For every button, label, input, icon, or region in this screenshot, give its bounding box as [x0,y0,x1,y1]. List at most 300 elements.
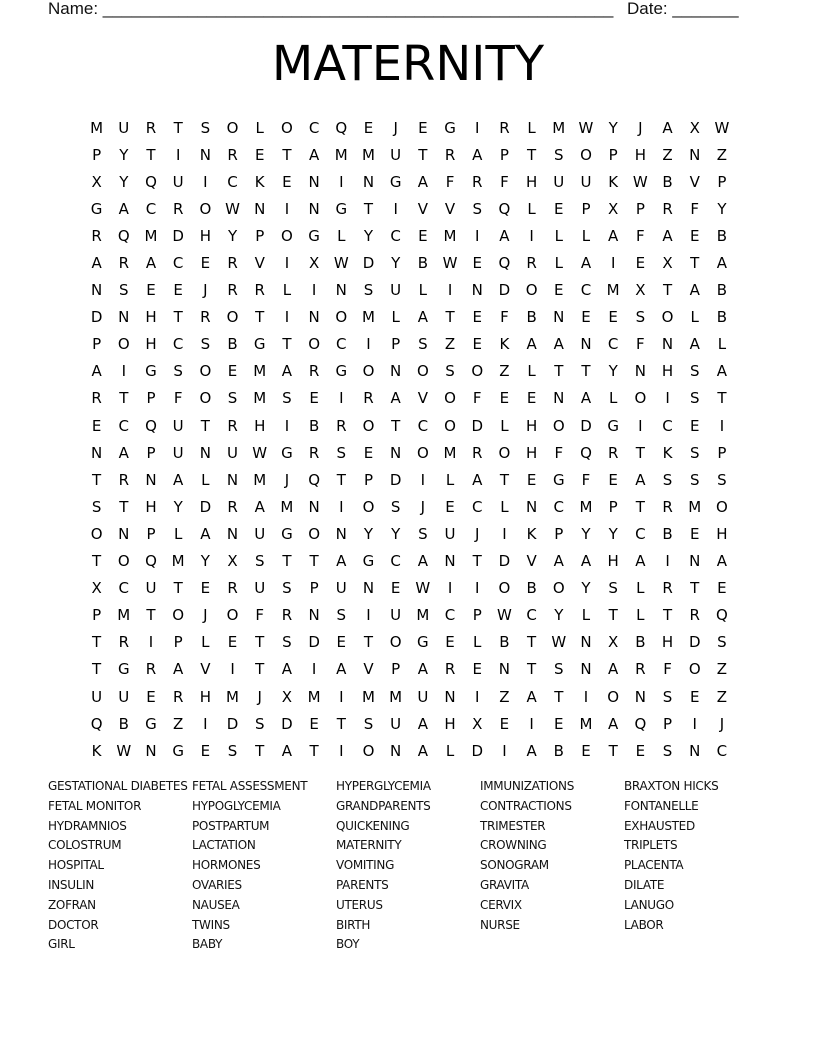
grid-letter: A [417,714,428,733]
grid-letter: C [417,416,429,435]
grid-letter: X [662,254,673,273]
grid-letter: I [529,714,534,733]
word-list [48,777,768,955]
grid-letter: W [578,118,594,137]
grid-letter: T [173,579,183,598]
grid-letter: D [471,741,483,760]
grid-letter: T [527,633,537,652]
grid-letter: I [475,579,480,598]
grid-letter: V [526,552,537,571]
grid-letter: N [145,470,157,489]
grid-letter: G [90,199,103,218]
grid-letter: Y [581,579,591,598]
grid-letter: L [636,579,645,598]
grid-letter: H [661,633,674,652]
grid-letter: S [689,470,700,489]
grid-letter: D [172,226,184,245]
grid-letter: E [146,281,156,300]
word-list-item: FETAL ASSESSMENT [192,779,308,793]
grid-letter: R [607,443,619,462]
grid-letter: U [227,443,239,462]
grid-letter: A [716,362,728,381]
grid-letter: N [335,524,347,543]
grid-letter: A [91,362,102,381]
grid-letter: L [391,308,400,327]
grid-letter: X [91,579,102,598]
word-list-item: GIRL [48,937,75,952]
grid-letter: A [580,552,592,571]
grid-letter: H [525,443,538,462]
grid-letter: M [171,552,185,571]
grid-letter: D [362,254,375,273]
word-list-item: SONOGRAM [480,858,549,873]
grid-letter: U [172,172,184,191]
grid-letter: H [716,524,728,543]
grid-letter: E [282,172,292,191]
grid-letter: I [665,389,670,408]
grid-letter: E [717,579,727,598]
grid-letter: P [717,443,727,462]
grid-letter: I [284,416,290,435]
grid-letter: P [472,606,482,625]
grid-letter: L [717,335,727,354]
grid-letter: E [554,714,564,733]
grid-letter: W [415,579,431,598]
grid-letter: P [499,145,509,164]
grid-letter: I [475,687,480,706]
grid-letter: L [337,226,346,245]
grid-letter: O [525,281,538,300]
grid-letter: B [716,281,728,300]
grid-letter: A [608,714,619,733]
grid-letter: A [526,741,537,760]
grid-letter: B [308,416,320,435]
grid-letter: N [390,741,402,760]
grid-letter: T [554,362,564,381]
grid-letter: I [502,741,507,760]
grid-letter: B [417,254,428,273]
word-list-item: FETAL MONITOR [48,798,142,813]
grid-letter: D [580,416,592,435]
grid-letter: W [551,633,567,652]
letter-grid [83,114,743,764]
grid-letter: D [471,416,483,435]
grid-row [83,331,743,358]
grid-letter: M [253,470,267,489]
grid-letter: U [553,172,565,191]
grid-letter: Q [145,172,157,191]
grid-letter: S [227,389,238,408]
grid-letter: J [719,714,725,733]
grid-letter: Q [145,416,157,435]
grid-letter: C [227,172,238,191]
grid-letter: X [227,552,238,571]
grid-letter: Y [391,254,401,273]
grid-letter: R [662,579,673,598]
grid-letter: R [227,497,238,516]
grid-letter: W [252,443,268,462]
grid-letter: T [146,145,156,164]
word-list-item: HYDRAMNIOS [48,818,127,833]
grid-letter: R [336,416,347,435]
grid-letter: Z [499,687,510,706]
grid-letter: I [284,199,290,218]
grid-letter: O [444,416,456,435]
grid-letter: R [172,687,184,706]
grid-letter: S [363,281,374,300]
grid-letter: R [689,606,700,625]
grid-letter: R [308,443,320,462]
grid-letter: L [173,524,183,543]
grid-letter: A [716,552,728,571]
grid-letter: H [199,687,211,706]
grid-letter: P [92,335,102,354]
grid-letter: S [336,443,347,462]
grid-letter: H [444,714,456,733]
grid-letter: K [499,335,510,354]
grid-letter: K [608,172,619,191]
word-list-item: CONTRACTIONS [480,798,572,813]
grid-letter: M [389,687,403,706]
grid-letter: L [608,389,618,408]
grid-letter: A [145,254,157,273]
grid-letter: T [336,714,346,733]
grid-letter: J [203,606,208,625]
grid-letter: C [145,199,157,218]
grid-letter: N [580,660,592,679]
grid-letter: H [607,552,619,571]
grid-letter: A [553,335,564,354]
grid-letter: E [526,470,537,489]
grid-letter: T [255,741,265,760]
grid-letter: N [335,281,347,300]
grid-letter: O [416,443,429,462]
grid-letter: S [282,389,292,408]
grid-letter: K [254,172,265,191]
grid-letter: F [690,199,700,218]
grid-letter: R [363,389,374,408]
grid-letter: E [336,633,347,652]
grid-letter: O [498,443,511,462]
grid-letter: I [339,389,344,408]
grid-letter: U [390,606,402,625]
grid-letter: B [499,633,510,652]
grid-letter: W [632,172,648,191]
word-list-item: LACTATION [192,838,256,853]
grid-letter: T [255,660,265,679]
grid-letter: E [227,362,238,381]
grid-letter: B [716,226,728,245]
grid-letter: W [442,254,458,273]
grid-letter: O [498,579,511,598]
word-list-item: OVARIES [192,877,242,892]
grid-letter: T [309,552,319,571]
grid-letter: R [635,660,646,679]
grid-letter: F [255,606,265,625]
grid-letter: I [393,199,398,218]
grid-letter: N [471,281,483,300]
word-list-item: DOCTOR [48,917,99,932]
grid-letter: G [281,443,293,462]
grid-row [83,629,743,656]
grid-letter: N [444,552,456,571]
grid-letter: Y [173,497,183,516]
grid-row [83,141,743,168]
grid-letter: S [662,741,673,760]
grid-letter: I [502,524,507,543]
grid-letter: H [254,416,266,435]
grid-letter: F [554,443,564,462]
grid-letter: A [200,524,211,543]
grid-letter: T [581,362,591,381]
grid-letter: E [472,308,482,327]
grid-letter: Q [634,714,647,733]
grid-letter: W [496,606,512,625]
grid-letter: I [284,254,290,273]
grid-letter: T [608,741,618,760]
grid-letter: L [445,741,455,760]
grid-letter: S [662,687,673,706]
word-list-item: DILATE [624,877,665,892]
grid-letter: N [308,606,320,625]
grid-letter: M [443,443,457,462]
grid-letter: M [253,389,267,408]
grid-letter: R [499,118,510,137]
grid-letter: L [554,226,563,245]
grid-letter: A [635,552,646,571]
grid-letter: T [92,552,102,571]
grid-letter: K [662,443,673,462]
page-title: MATERNITY [271,36,545,92]
grid-letter: L [255,118,264,137]
grid-letter: O [90,524,103,543]
grid-letter: D [498,552,511,571]
grid-letter: S [445,362,455,381]
word-list-item: FONTANELLE [624,798,699,813]
grid-letter: U [118,687,130,706]
grid-letter: R [227,416,238,435]
grid-letter: N [689,741,701,760]
grid-letter: B [662,524,673,543]
grid-letter: I [203,714,208,733]
grid-letter: N [308,199,320,218]
grid-letter: E [635,254,646,273]
grid-letter: N [498,660,511,679]
grid-letter: T [445,308,455,327]
grid-letter: S [635,308,646,327]
grid-letter: N [444,687,456,706]
grid-letter: P [92,606,102,625]
grid-letter: G [417,633,429,652]
name-date-header [48,0,748,22]
grid-letter: A [118,199,129,218]
grid-letter: X [91,172,102,191]
grid-letter: T [282,552,292,571]
grid-letter: A [553,552,564,571]
grid-row [83,683,743,710]
grid-letter: Q [580,443,592,462]
word-list-item: PLACENTA [624,858,684,873]
grid-letter: I [366,606,371,625]
grid-letter: U [417,687,429,706]
grid-row [83,277,743,304]
word-list-item: MATERNITY [336,838,402,853]
grid-letter: N [308,308,320,327]
grid-letter: I [447,579,453,598]
grid-letter: P [146,443,156,462]
grid-letter: T [119,497,129,516]
grid-letter: O [281,226,293,245]
grid-letter: X [308,254,320,273]
grid-letter: T [282,145,292,164]
grid-letter: U [118,118,130,137]
grid-letter: T [690,579,700,598]
grid-letter: E [581,308,591,327]
grid-letter: W [714,118,730,137]
grid-letter: T [717,389,727,408]
word-list-item: BRAXTON HICKS [624,779,719,793]
grid-letter: L [527,199,536,218]
grid-letter: N [525,497,538,516]
grid-letter: L [500,497,509,516]
word-column [192,777,336,955]
grid-letter: E [390,579,401,598]
name-field[interactable]: Name: ______________________________________________________ [48,0,614,18]
grid-letter: O [362,741,375,760]
grid-letter: G [335,199,348,218]
grid-letter: N [661,335,674,354]
grid-letter: O [199,199,212,218]
grid-letter: U [444,524,456,543]
grid-letter: O [580,145,592,164]
grid-letter: D [688,633,701,652]
grid-letter: E [635,741,646,760]
grid-letter: P [635,199,645,218]
grid-letter: J [203,281,208,300]
grid-letter: U [145,579,157,598]
grid-letter: G [444,118,456,137]
grid-letter: E [499,714,510,733]
grid-letter: T [336,470,346,489]
grid-letter: G [308,226,320,245]
grid-letter: S [554,145,564,164]
grid-letter: A [417,741,428,760]
grid-row [83,656,743,683]
grid-letter: E [418,118,428,137]
grid-letter: A [635,470,646,489]
grid-letter: A [91,254,102,273]
grid-letter: R [91,389,102,408]
grid-letter: R [281,606,293,625]
date-field[interactable]: Date: _______ [627,0,739,18]
grid-letter: F [500,308,509,327]
grid-letter: O [281,118,293,137]
word-list-item: ZOFRAN [48,897,96,912]
grid-letter: M [226,687,239,706]
grid-letter: R [145,118,157,137]
grid-letter: Y [391,524,401,543]
grid-letter: N [254,199,266,218]
grid-letter: Z [444,335,456,354]
grid-letter: T [92,660,102,679]
grid-letter: M [280,497,294,516]
grid-letter: T [119,389,129,408]
grid-letter: A [336,660,347,679]
grid-letter: Z [499,362,510,381]
grid-letter: S [689,389,700,408]
grid-letter: T [418,145,428,164]
grid-letter: T [608,606,618,625]
grid-letter: V [417,389,428,408]
grid-letter: E [200,579,211,598]
word-list-item: INSULIN [48,877,95,892]
word-list-item: HYPERGLYCEMIA [336,779,431,793]
grid-letter: S [91,497,102,516]
word-list-item: NAUSEA [192,897,240,912]
grid-letter: A [308,145,320,164]
grid-row [83,195,743,222]
grid-letter: I [447,281,453,300]
grid-letter: Y [554,606,564,625]
grid-letter: A [472,145,483,164]
grid-letter: A [336,552,347,571]
grid-letter: A [608,226,619,245]
grid-letter: Q [335,118,348,137]
grid-letter: M [579,714,593,733]
grid-letter: R [444,145,456,164]
grid-letter: M [334,145,348,164]
grid-letter: C [471,497,483,516]
word-list-item: LABOR [624,917,664,932]
grid-letter: E [363,118,374,137]
grid-row [83,168,743,195]
word-list-item: IMMUNIZATIONS [480,779,575,793]
grid-letter: M [307,687,321,706]
grid-letter: G [172,741,184,760]
grid-letter: I [665,552,670,571]
grid-letter: T [92,470,102,489]
grid-letter: T [391,416,401,435]
grid-letter: M [688,497,702,516]
grid-letter: C [118,579,130,598]
grid-letter: A [417,308,428,327]
grid-letter: O [117,335,130,354]
word-list-item: TRIMESTER [480,818,546,833]
grid-row [83,602,743,629]
grid-letter: P [391,335,401,354]
grid-letter: I [529,226,534,245]
grid-letter: Q [498,254,511,273]
grid-letter: I [583,687,589,706]
grid-letter: Q [145,552,157,571]
grid-letter: I [339,741,344,760]
word-list-item: GESTATIONAL DIABETES [48,779,188,793]
grid-letter: G [335,362,348,381]
grid-letter: J [257,687,262,706]
grid-letter: Z [716,660,728,679]
grid-letter: G [552,470,565,489]
grid-letter: S [662,470,673,489]
grid-letter: N [226,524,239,543]
grid-letter: N [390,362,402,381]
grid-letter: J [420,497,426,516]
grid-letter: U [91,687,103,706]
grid-letter: N [90,443,103,462]
grid-letter: Z [173,714,184,733]
grid-letter: T [173,118,183,137]
grid-letter: O [308,335,320,354]
grid-letter: K [91,741,102,760]
